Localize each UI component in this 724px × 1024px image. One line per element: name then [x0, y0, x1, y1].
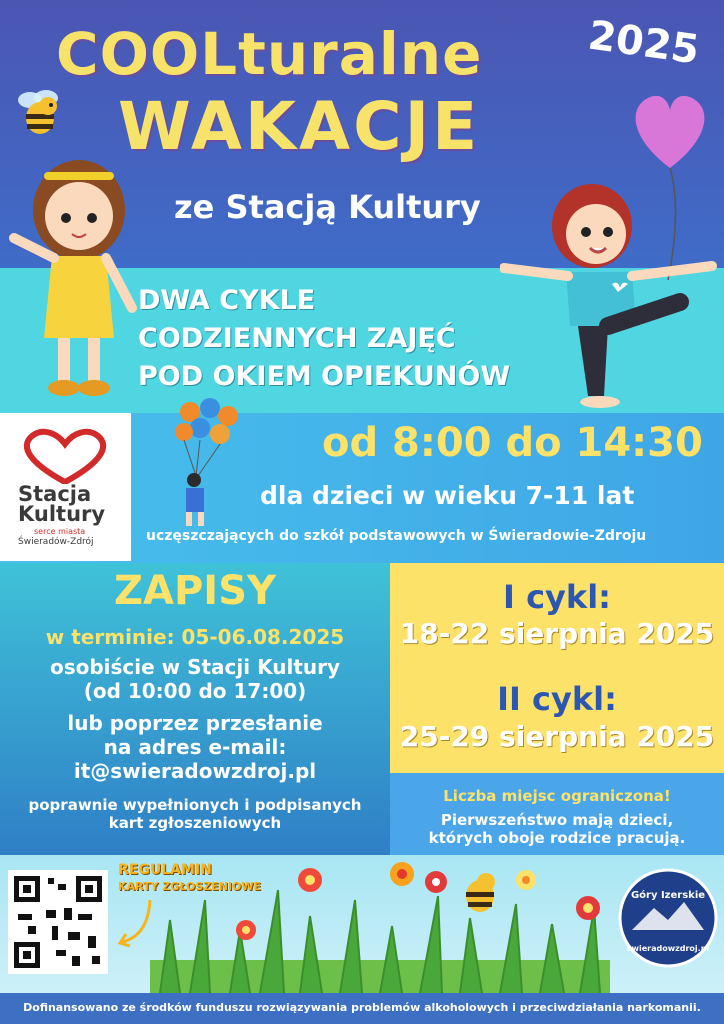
- zapisy-note-1: poprawnie wypełnionych i podpisanych: [28, 796, 362, 814]
- program-line-3: POD OKIEM OPIEKUNÓW: [138, 361, 511, 392]
- zapisy-line-1: osobiście w Stacji Kultury: [49, 655, 341, 679]
- heart-logo-icon: [18, 428, 112, 484]
- zapisy-term: w terminie: 05-06.08.2025: [45, 625, 345, 649]
- year-label: 2025: [585, 12, 702, 74]
- title-line-1: COOLturalne: [56, 20, 483, 88]
- title-line-2: WAKACJE: [118, 88, 481, 165]
- cycle-1-label: I cykl:: [503, 578, 611, 616]
- zapisy-line-4: na adres e-mail:: [103, 735, 287, 759]
- qr-code-icon[interactable]: [8, 870, 108, 974]
- gory-izerskie-badge: [618, 868, 718, 968]
- program-line-2: CODZIENNYCH ZAJĘĆ: [138, 323, 456, 354]
- regulamin-link[interactable]: REGULAMIN: [118, 862, 212, 878]
- flower-icon: [298, 868, 322, 892]
- badge-bottom-text: swieradowzdroj.pl: [626, 944, 710, 953]
- logo-name: Stacja Kultury: [18, 482, 106, 526]
- hours-label: od 8:00 do 14:30: [322, 420, 703, 466]
- school-label: uczęszczających do szkół podstawowych w Świeradowie-Zdroju: [146, 528, 647, 544]
- cycle-1-dates: 18-22 sierpnia 2025: [399, 617, 715, 650]
- zapisy-note-2: kart zgłoszeniowych: [108, 814, 282, 832]
- zapisy-title: ZAPISY: [114, 568, 276, 614]
- cycle-2-label: II cykl:: [497, 680, 617, 718]
- balloons-icon: [160, 396, 250, 530]
- age-label: dla dzieci w wieku 7-11 lat: [260, 481, 635, 510]
- program-line-1: DWA CYKLE: [138, 285, 316, 316]
- girl-illustration: [4, 148, 144, 418]
- karty-link[interactable]: KARTY ZGŁOSZENIOWE: [118, 880, 262, 893]
- bee-icon: [466, 873, 495, 912]
- program-description: [138, 282, 608, 396]
- grass-flowers-illustration: [150, 860, 610, 993]
- limit-headline: Liczba miejsc ograniczona!: [443, 787, 671, 805]
- zapisy-line-3: lub poprzez przesłanie: [67, 711, 323, 735]
- bee-icon: [12, 86, 68, 142]
- badge-top-text: Góry Izerskie: [630, 890, 706, 901]
- cycle-2-dates: 25-29 sierpnia 2025: [399, 720, 715, 753]
- subtitle: ze Stacją Kultury: [174, 188, 481, 226]
- zapisy-email[interactable]: it@swieradowzdroj.pl: [73, 759, 317, 783]
- limit-note: Pierwszeństwo mają dzieci, których oboje rodzice pracują.: [428, 811, 686, 847]
- zapisy-line-2: (od 10:00 do 17:00): [83, 679, 307, 703]
- footer-text: Dofinansowano ze środków funduszu rozwiązywania problemów alkoholowych i przeciwdziałania narkomanii.: [23, 1001, 701, 1014]
- logo-tagline: serce miasta: [34, 527, 86, 536]
- logo-town: Świeradów-Zdrój: [18, 537, 94, 547]
